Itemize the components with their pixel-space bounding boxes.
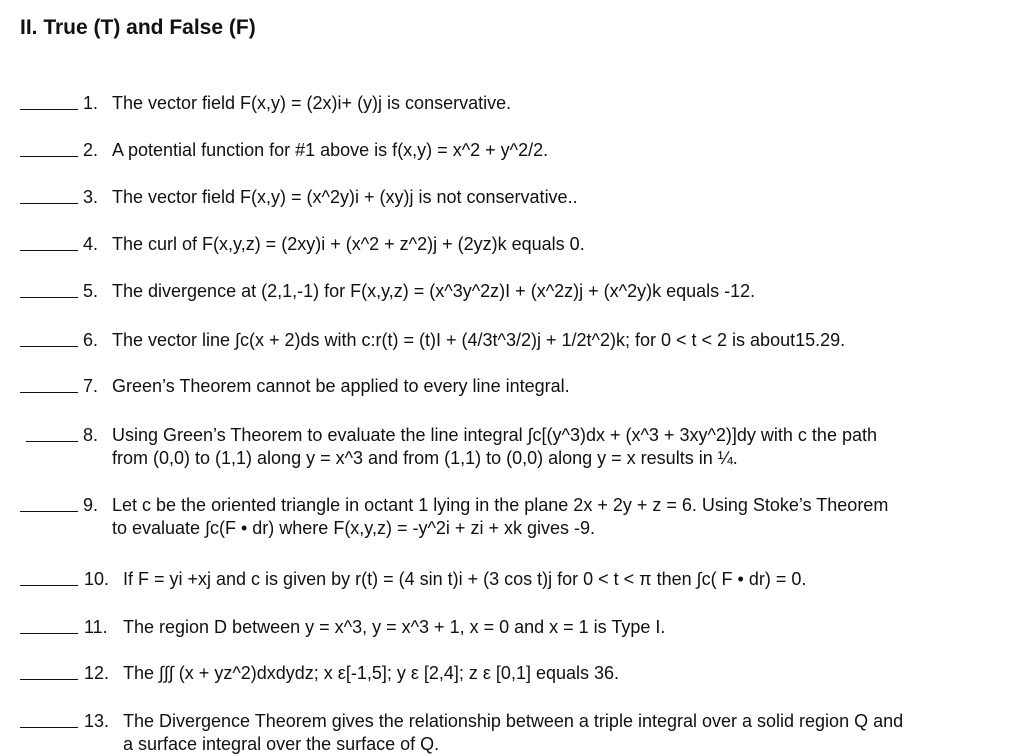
answer-blank[interactable] bbox=[26, 441, 78, 442]
question-text: Green’s Theorem cannot be applied to every line integral. bbox=[112, 376, 570, 396]
answer-blank[interactable] bbox=[20, 250, 78, 251]
question-text: A potential function for #1 above is f(x,y) = x^2 + y^2/2. bbox=[112, 140, 549, 160]
question-number: 1. bbox=[83, 93, 99, 113]
question-number: 6. bbox=[83, 330, 99, 350]
question-text: The region D between y = x^3, y = x^3 + 1, x = 0 and x = 1 is Type I. bbox=[123, 617, 666, 637]
answer-blank[interactable] bbox=[20, 346, 78, 347]
question-number: 7. bbox=[83, 376, 99, 396]
answer-blank[interactable] bbox=[20, 511, 78, 512]
answer-blank[interactable] bbox=[20, 585, 78, 586]
answer-blank[interactable] bbox=[20, 109, 78, 110]
question-number: 11. bbox=[84, 617, 108, 637]
question-text: The Divergence Theorem gives the relationship between a triple integral over a solid region Q and a surface integral over the surface of Q. bbox=[123, 711, 904, 754]
question-text: The curl of F(x,y,z) = (2xy)i + (x^2 + z^2)j + (2yz)k equals 0. bbox=[112, 234, 585, 254]
question-text: If F = yi +xj and c is given by r(t) = (4 sin t)i + (3 cos t)j for 0 < t < π then ∫c( F • dr) = 0. bbox=[123, 569, 807, 589]
question-number: 10. bbox=[84, 569, 110, 589]
question-text: The vector field F(x,y) = (2x)i+ (y)j is conservative. bbox=[112, 93, 512, 113]
answer-blank[interactable] bbox=[20, 392, 78, 393]
question-text: The divergence at (2,1,-1) for F(x,y,z) = (x^3y^2z)I + (x^2z)j + (x^2y)k equals -12. bbox=[112, 281, 756, 301]
question-text: The vector field F(x,y) = (x^2y)i + (xy)j is not conservative.. bbox=[112, 187, 578, 207]
question-number: 4. bbox=[83, 234, 99, 254]
section-title: II. True (T) and False (F) bbox=[20, 16, 256, 39]
answer-blank[interactable] bbox=[20, 727, 78, 728]
question-text: The ∫∫∫ (x + yz^2)dxdydz; x ε[-1,5]; y ε [2,4]; z ε [0,1] equals 36. bbox=[123, 663, 620, 683]
answer-blank[interactable] bbox=[20, 633, 78, 634]
question-number: 12. bbox=[84, 663, 110, 683]
question-number: 2. bbox=[83, 140, 99, 160]
question-text: The vector line ∫c(x + 2)ds with c:r(t) = (t)I + (4/3t^3/2)j + 1/2t^2)k; for 0 < t < 2 is about15.29. bbox=[112, 330, 846, 350]
answer-blank[interactable] bbox=[20, 203, 78, 204]
question-text: Using Green’s Theorem to evaluate the line integral ∫c[(y^3)dx + (x^3 + 3xy^2)]dy with c the path from (0,0) to (1,1) along y = x^3 and from (1,1) to (0,0) along y = x results in ¼. bbox=[112, 425, 877, 468]
answer-blank[interactable] bbox=[20, 679, 78, 680]
question-number: 5. bbox=[83, 281, 99, 301]
question-number: 13. bbox=[84, 711, 110, 731]
answer-blank[interactable] bbox=[20, 156, 78, 157]
question-number: 8. bbox=[83, 425, 99, 445]
question-number: 9. bbox=[83, 495, 99, 515]
question-text: Let c be the oriented triangle in octant 1 lying in the plane 2x + 2y + z = 6. Using Stoke’s Theorem to evaluate ∫c(F • dr) where F(x,y,z) = -y^2i + zi + xk gives -9. bbox=[112, 495, 889, 538]
answer-blank[interactable] bbox=[20, 297, 78, 298]
question-number: 3. bbox=[83, 187, 99, 207]
